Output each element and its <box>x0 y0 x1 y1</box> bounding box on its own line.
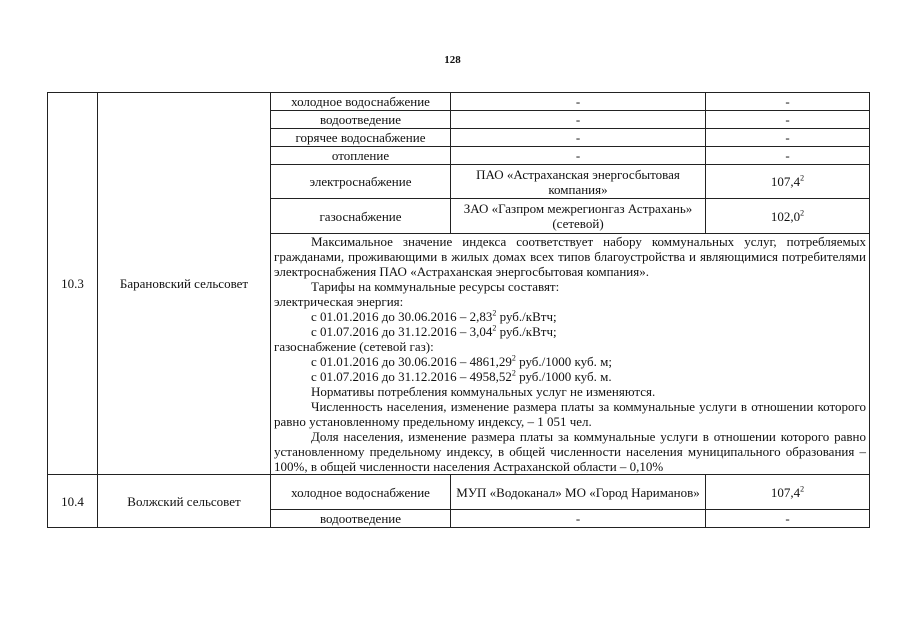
entry-name: Волжский сельсовет <box>98 475 271 528</box>
share-text: Доля населения, изменение размера платы за коммунальные услуги в отношении которого равно установленному предельному индексу, в общей численности населения муниципального образования – 100%, в общей численности населения Астраханской области – 0,10% <box>274 429 866 474</box>
value-cell: - <box>706 93 870 111</box>
provider-cell: ПАО «Астраханская энергосбытовая компания» <box>451 165 706 199</box>
tariff-line: с 01.01.2016 до 30.06.2016 – 4861,29$^2$ руб./1000 куб. м; <box>311 353 612 369</box>
value-cell: 102,0$^2$ <box>706 199 870 234</box>
value-cell: - <box>706 510 870 528</box>
service-cell: холодное водоснабжение <box>271 93 451 111</box>
value-cell: - <box>706 111 870 129</box>
tariff-table <box>47 92 870 528</box>
paragraph: Максимальное значение индекса соответствует набору коммунальных услуг, потребляемых гражданами, проживающими в жилых домах всех типов благоустройства и являющимися потребителями электроснабжения ПАО «Астраханская энергосбытовая компания». <box>274 234 866 279</box>
entry-name: Барановский сельсовет <box>98 93 271 475</box>
value-cell: 107,4$^2$ <box>706 475 870 510</box>
table-row <box>48 93 870 111</box>
population-text: Численность населения, изменение размера платы за коммунальные услуги в отношении которого равно установленному предельному индексу, – 1 051 чел. <box>274 399 866 429</box>
service-cell: водоотведение <box>271 111 451 129</box>
provider-cell: ЗАО «Газпром межрегионгаз Астрахань» (сетевой) <box>451 199 706 234</box>
provider-cell: МУП «Водоканал» МО «Город Нариманов» <box>451 475 706 510</box>
service-cell: газоснабжение <box>271 199 451 234</box>
service-cell: отопление <box>271 147 451 165</box>
service-cell: горячее водоснабжение <box>271 129 451 147</box>
service-cell: холодное водоснабжение <box>271 475 451 510</box>
provider-cell: - <box>451 129 706 147</box>
provider-cell: - <box>451 111 706 129</box>
table-row <box>48 475 870 510</box>
tariff-line: с 01.07.2016 до 31.12.2016 – 4958,52$^2$ руб./1000 куб. м. <box>311 368 612 384</box>
entry-number: 10.4 <box>48 475 98 528</box>
tariff-line: с 01.07.2016 до 31.12.2016 – 3,04$^2$ руб./кВтч; <box>311 323 557 339</box>
provider-cell: - <box>451 510 706 528</box>
value-cell: - <box>706 147 870 165</box>
value-cell: 107,4$^2$ <box>706 165 870 199</box>
entry-number: 10.3 <box>48 93 98 475</box>
electricity-label: электрическая энергия: <box>274 294 404 309</box>
tariff-line: с 01.01.2016 до 30.06.2016 – 2,83$^2$ руб./кВтч; <box>311 308 557 324</box>
gas-label: газоснабжение (сетевой газ): <box>274 339 434 354</box>
service-cell: электроснабжение <box>271 165 451 199</box>
service-cell: водоотведение <box>271 510 451 528</box>
provider-cell: - <box>451 147 706 165</box>
tariffs-intro: Тарифы на коммунальные ресурсы составят: <box>311 279 560 294</box>
value-cell: - <box>706 129 870 147</box>
norms-text: Нормативы потребления коммунальных услуг не изменяются. <box>311 384 656 399</box>
page-number: 128 <box>444 54 461 66</box>
provider-cell: - <box>451 93 706 111</box>
entry-description <box>271 234 870 475</box>
